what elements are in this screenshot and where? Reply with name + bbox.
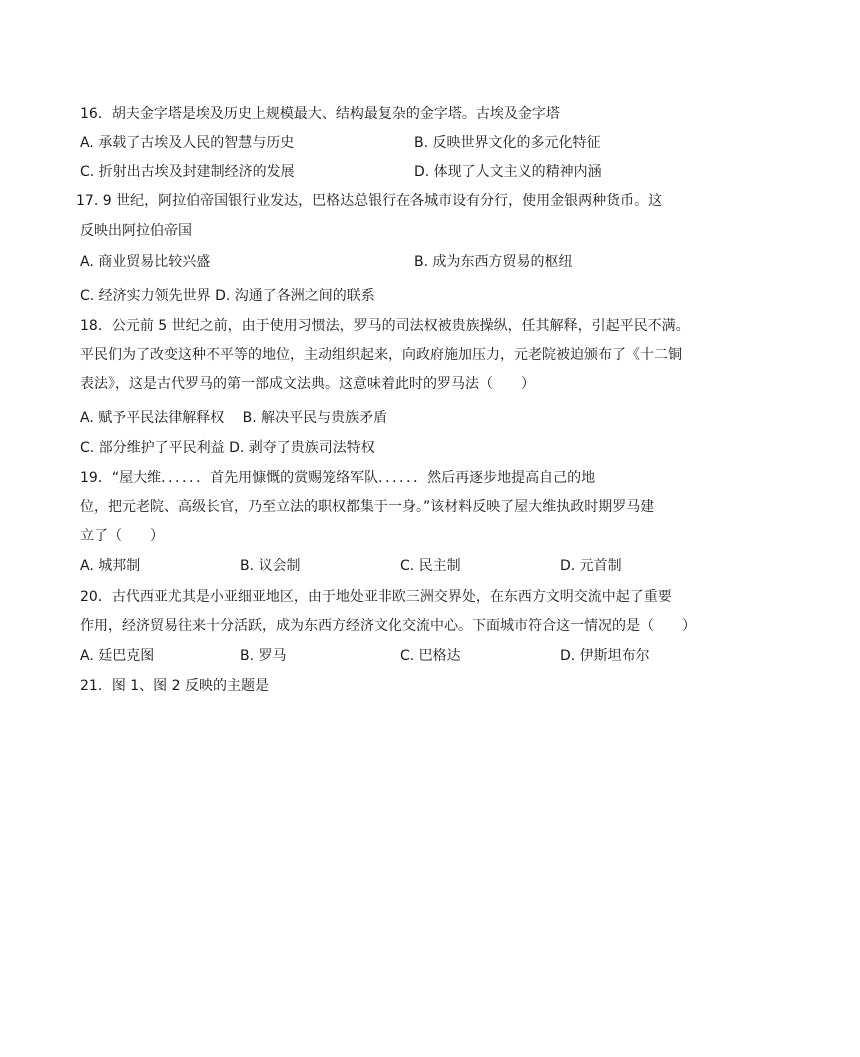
question-16-stem: 16．胡夫金字塔是埃及历史上规模最大、结构最复杂的金字塔。古埃及金字塔 xyxy=(80,106,560,122)
question-18-stem-line-1: 18．公元前 5 世纪之前，由于使用习惯法，罗马的司法权被贵族操纵，任其解释，引起平民不满。 xyxy=(80,318,690,334)
question-20-option-d: D. 伊斯坦布尔 xyxy=(560,648,650,664)
question-16-option-c: C. 折射出古埃及封建制经济的发展 xyxy=(80,164,295,180)
question-19-option-c: C. 民主制 xyxy=(400,558,461,574)
question-20-option-a: A. 廷巴克图 xyxy=(80,648,155,664)
question-19-option-d: D. 元首制 xyxy=(560,558,622,574)
question-20-option-c: C. 巴格达 xyxy=(400,648,461,664)
question-21-stem: 21．图 1、图 2 反映的主题是 xyxy=(80,678,269,694)
question-19-stem-line-3: 立了（ ） xyxy=(80,528,164,544)
question-17-stem-line-1: 17. 9 世纪，阿拉伯帝国银行业发达，巴格达总银行在各城市设有分行，使用金银两种货币。这 xyxy=(76,193,663,209)
question-19-stem-line-1: 19．“屋大维．．．．．．首先用慷慨的赏赐笼络军队．．．．．．然后再逐步地提高自己的地 xyxy=(80,470,596,486)
question-16-option-d: D. 体现了人文主义的精神内涵 xyxy=(414,164,602,180)
question-18-stem-line-2: 平民们为了改变这种不平等的地位，主动组织起来，向政府施加压力，元老院被迫颁布了《十二铜 xyxy=(80,347,682,363)
question-18-options-a-b: A. 赋予平民法律解释权 B. 解决平民与贵族矛盾 xyxy=(80,410,388,426)
question-17-option-a: A. 商业贸易比较兴盛 xyxy=(80,254,211,270)
question-18-stem-line-3: 表法》，这是古代罗马的第一部成文法典。这意味着此时的罗马法（ ） xyxy=(80,376,535,392)
question-16-option-a: A. 承载了古埃及人民的智慧与历史 xyxy=(80,135,295,151)
question-20-stem-line-2: 作用，经济贸易往来十分活跃，成为东西方经济文化交流中心。下面城市符合这一情况的是（ ） xyxy=(80,618,696,634)
question-16-option-b: B. 反映世界文化的多元化特征 xyxy=(414,135,601,151)
question-20-option-b: B. 罗马 xyxy=(240,648,287,664)
question-20-stem-line-1: 20．古代西亚尤其是小亚细亚地区，由于地处亚非欧三洲交界处，在东西方文明交流中起了重要 xyxy=(80,589,672,605)
question-17-option-b: B. 成为东西方贸易的枢纽 xyxy=(414,254,573,270)
question-18-options-c-d: C. 部分维护了平民利益 D. 剥夺了贵族司法特权 xyxy=(80,440,375,456)
question-19-option-a: A. 城邦制 xyxy=(80,558,141,574)
question-17-options-c-d: C. 经济实力领先世界 D. 沟通了各洲之间的联系 xyxy=(80,288,375,304)
question-17-stem-line-2: 反映出阿拉伯帝国 xyxy=(80,223,192,239)
question-19-option-b: B. 议会制 xyxy=(240,558,301,574)
question-19-stem-line-2: 位，把元老院、高级长官，乃至立法的职权都集于一身。”该材料反映了屋大维执政时期罗马建 xyxy=(80,499,655,515)
